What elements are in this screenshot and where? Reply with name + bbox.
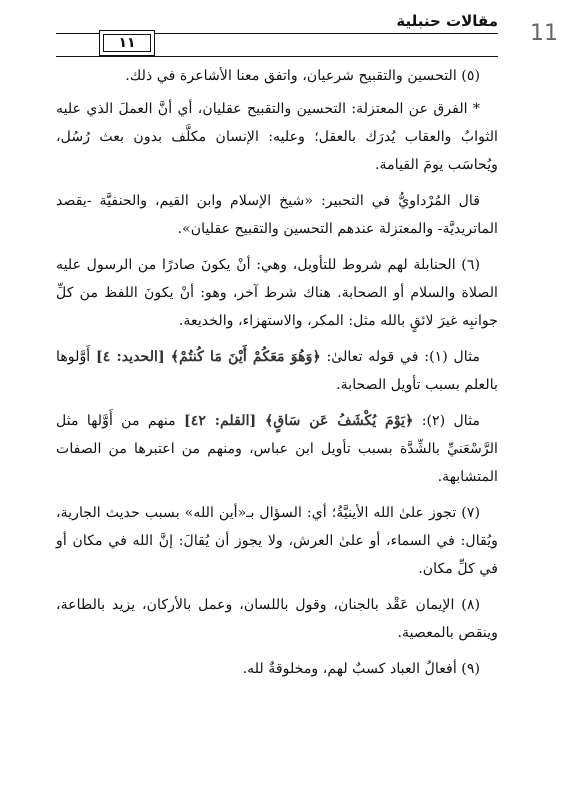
example-2-rest: منهم من أَوَّلها مثل الرَّسْعَنيِّ بالشِّدَّة بسبب تأويل ابن عباس، ومنهم من اعتبرها من الصفات المتشابهة. xyxy=(56,413,498,485)
paragraph-7: (٧) تجوز علىٰ الله الأينيَّةُ؛ أي: السؤال بـ«أين الله» بسبب حديث الجارية، ويُقال: في السماء، أو علىٰ العرش، ولا يجوز أن يُقالَ: إنَّ الله في مكان أو في كلِّ مكان. xyxy=(56,505,498,577)
page-number: ١١ xyxy=(103,34,151,52)
quran-verse-al-hadid: ﴿وَهُوَ مَعَكُمْ أَيْنَ مَا كُنتُمْ﴾ [الحديد: ٤] xyxy=(95,349,321,365)
paragraph-mutazila-difference: * الفرق عن المعتزلة: التحسين والتقبيح عقليان، أي أنَّ العملَ الذي عليه الثوابُ والعقاب يُدرَك بالعقل؛ وعليه: الإنسان مكلَّف بدون بعث رُسُل، ويُحاسَب يومَ القيامة. xyxy=(56,101,498,173)
paragraph-example-2 xyxy=(56,407,498,491)
paragraph-mardawi-quote: قال المُرْداويُّ في التحبير: «شيخ الإسلام وابن القيم، والحنفيَّة -يقصد الماتريديَّة- والمعتزلة عندهم التحسين والتقبيح عقليان». xyxy=(56,193,498,237)
header-rule-bottom xyxy=(56,56,498,57)
page-content xyxy=(56,62,498,691)
example-2-intro: مثال (٢): xyxy=(413,413,481,429)
paragraph-example-1 xyxy=(56,343,498,399)
example-1-intro: مثال (١): في قوله تعالىٰ: xyxy=(320,349,481,365)
paragraph-6: (٦) الحنابلة لهم شروط للتأويل، وهي: أنْ يكونَ صادرًا من الرسول عليه الصلاة والسلام أو الصحابة. هناك شرط آخر، وهو: أنْ يكونَ اللفظ من كلِّ جوانبِه غيرَ لائقٍ بالله مثل: المكر، والاستهزاء، والخديعة. xyxy=(56,257,498,329)
book-title: مقالات حنبلية xyxy=(396,12,498,30)
paragraph-8: (٨) الإيمان عَقْد بالجنان، وقول باللسان، وعمل بالأركان، يزيد بالطاعة، وينقص بالمعصية. xyxy=(56,597,498,641)
quran-verse-al-qalam: ﴿يَوْمَ يُكْشَفُ عَن سَاقٍ﴾ [القلم: ٤٢] xyxy=(184,413,414,429)
example-1-rest: أَوَّلوها بالعلم بسبب تأويل الصحابة. xyxy=(56,349,498,393)
paragraph-5: (٥) التحسين والتقبيح شرعيان، واتفق معنا الأشاعرة في ذلك. xyxy=(125,68,480,84)
viewer-page-number: 11 xyxy=(530,21,558,46)
page-number-box xyxy=(99,30,155,56)
paragraph-9: (٩) أفعالُ العباد كسبٌ لهم، ومخلوقةٌ لله. xyxy=(242,661,480,677)
